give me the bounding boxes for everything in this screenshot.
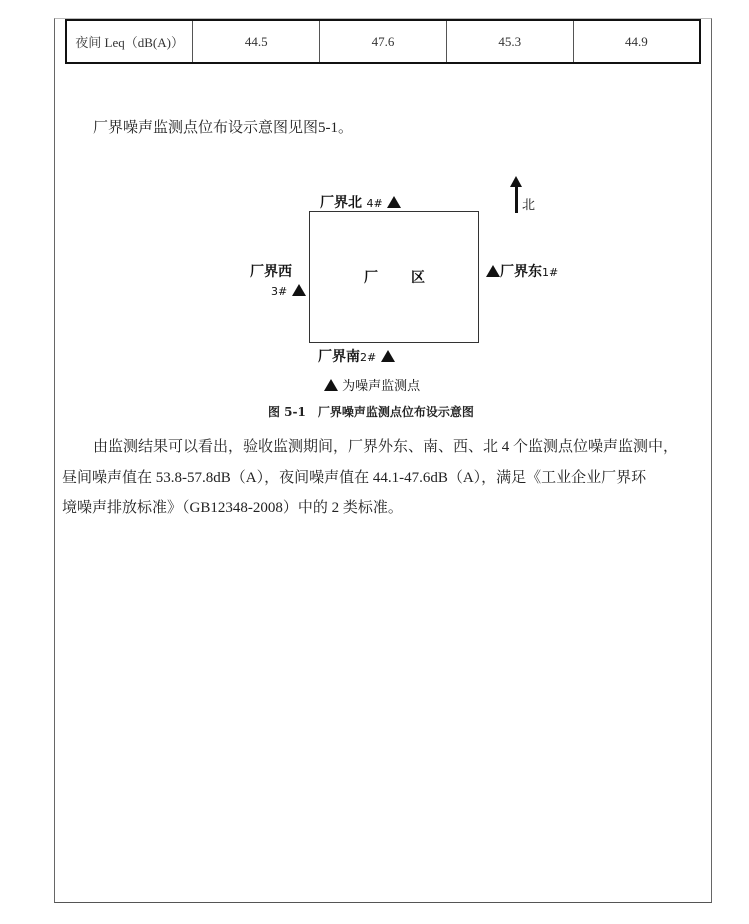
conclusion-paragraph [62,432,708,524]
monitoring-point-triangle-icon [292,284,306,296]
north-arrow-shaft [515,185,518,213]
table-cell: 45.3 [446,20,573,63]
west-label: 厂界西 [250,264,292,280]
conclusion-line-2: 昼间噪声值在 53.8-57.8dB（A），夜间噪声值在 44.1-47.6dB（A），满足《工业企业厂界环 [62,469,647,486]
center-label-2: 区 [411,270,425,286]
noise-results-table [65,19,701,64]
monitoring-point-triangle-icon [387,196,401,208]
north-point-id: 4# [366,197,383,210]
center-label-1: 厂 [364,270,378,286]
table-row [66,20,700,63]
conclusion-line-1: 由监测结果可以看出，验收监测期间，厂界外东、南、西、北 4 个监测点位噪声监测中， [93,439,679,455]
north-label-group [320,192,401,212]
table-cell: 44.5 [193,20,320,63]
figure-caption: 图 5-1 厂界噪声监测点位布设示意图 [268,405,474,419]
east-point-id: 1# [542,266,559,279]
legend-text: 为噪声监测点 [342,379,421,394]
row-label: 夜间 Leq（dB(A)） [66,20,193,63]
intro-paragraph: 厂界噪声监测点位布设示意图见图5-1。 [93,120,353,136]
monitoring-point-triangle-icon [381,350,395,362]
south-point-id: 2# [360,351,377,364]
monitoring-point-triangle-icon [486,265,500,277]
plant-area-box [309,211,479,343]
compass-label: 北 [522,198,536,213]
west-point-group [271,283,306,299]
monitoring-point-triangle-icon [324,379,338,391]
west-point-id: 3# [271,285,288,298]
south-label: 厂界南 [318,349,360,365]
east-label: 厂界东 [500,264,542,280]
conclusion-line-3: 境噪声排放标准》（GB12348-2008）中的 2 类标准。 [62,500,403,516]
table-cell: 47.6 [320,20,447,63]
legend [324,375,420,394]
table-cell: 44.9 [573,20,700,63]
east-label-group [486,261,558,281]
south-label-group [318,346,395,366]
north-label: 厂界北 [320,195,362,211]
